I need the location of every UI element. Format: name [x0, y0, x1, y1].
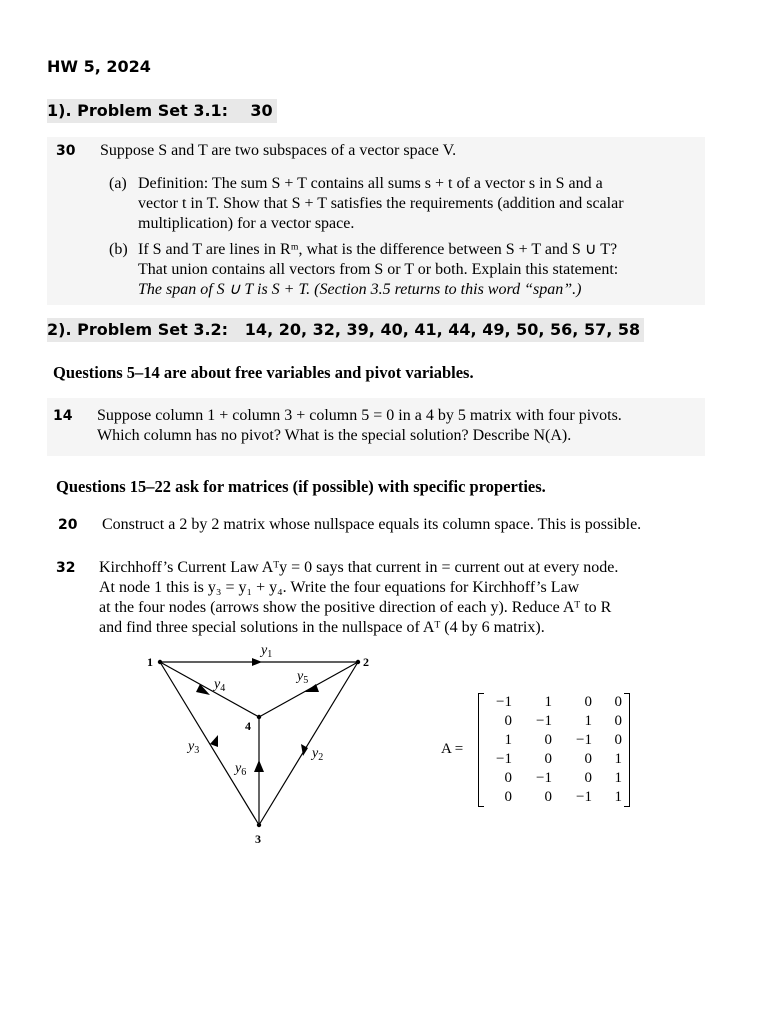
- matrix-table: [479, 693, 629, 807]
- matrix-row: [479, 769, 629, 788]
- matrix-cell: 0: [504, 770, 512, 786]
- node-4-label: 4: [245, 719, 251, 733]
- problem-30-part-b-line1: If S and T are lines in Rᵐ, what is the difference between S + T and S ∪ T?: [138, 241, 618, 258]
- matrix-a: [478, 693, 630, 807]
- matrix-cell: −1: [536, 770, 552, 786]
- section2-banner: [47, 318, 644, 342]
- homework-title: HW 5, 2024: [47, 57, 151, 76]
- edge-y2-label: $y_2$: [312, 746, 324, 763]
- edge-y6-arrow-icon: [254, 760, 264, 772]
- matrix-cell: −1: [496, 694, 512, 710]
- edge-y1-label: $y_1$: [261, 643, 273, 660]
- matrix-cell: 1: [614, 751, 622, 767]
- problem-30-part-b: [138, 240, 698, 300]
- matrix-cell: −1: [496, 751, 512, 767]
- problem-30-part-b-line2: That union contains all vectors from S or T or both. Explain this statement:: [138, 261, 619, 278]
- matrix-bracket-bottom-left: [479, 806, 484, 807]
- matrix-cell: 0: [584, 770, 592, 786]
- matrix-cell: 0: [584, 694, 592, 710]
- matrix-cell: 1: [584, 713, 592, 729]
- edge-y6-label: $y_6$: [235, 761, 247, 778]
- edge-y1-arrow-icon: [252, 658, 262, 666]
- problem-30-part-a-line1: Definition: The sum S + T contains all sums s + t of a vector s in S and a: [138, 175, 603, 192]
- problem-14-line1: Suppose column 1 + column 3 + column 5 = 0 in a 4 by 5 matrix with four pivots.: [97, 407, 622, 424]
- matrix-cell: −1: [576, 789, 592, 805]
- problem-32-text: [99, 558, 699, 638]
- matrix-row: [479, 750, 629, 769]
- edge-y2-line: [259, 662, 358, 825]
- problem-20-text: Construct a 2 by 2 matrix whose nullspace equals its column space. This is possible.: [102, 516, 642, 533]
- problem-30-part-b-label: (b): [109, 241, 128, 258]
- node-3-dot: [257, 823, 261, 827]
- edge-y3-line: [160, 662, 259, 825]
- problem-30-intro: Suppose S and T are two subspaces of a vector space V.: [100, 142, 457, 159]
- matrix-cell: 0: [584, 751, 592, 767]
- problem-30-part-a: [138, 174, 698, 234]
- node-1-dot: [158, 660, 162, 664]
- problem-32-line3: at the four nodes (arrows show the positive direction of each y). Reduce Aᵀ to R: [99, 599, 612, 616]
- problem-32-number: 32: [56, 560, 76, 576]
- matrix-cell: 0: [504, 789, 512, 805]
- matrix-cell: 0: [544, 751, 552, 767]
- questions-5-14-heading: Questions 5–14 are about free variables and pivot variables.: [53, 363, 474, 382]
- node-4-dot: [257, 715, 261, 719]
- edge-y4-line: [160, 662, 259, 717]
- problem-14-number: 14: [53, 408, 73, 424]
- matrix-cell: 1: [614, 770, 622, 786]
- node-3-label: 3: [255, 832, 261, 846]
- problem-32-line4: and find three special solutions in the nullspace of Aᵀ (4 by 6 matrix).: [99, 619, 545, 636]
- matrix-bracket-top-right: [624, 693, 629, 694]
- matrix-row: [479, 712, 629, 731]
- matrix-cell: −1: [536, 713, 552, 729]
- problem-30-part-a-line3: multiplication) for a vector space.: [138, 215, 355, 232]
- edge-y4-label: $y_4$: [214, 677, 226, 694]
- matrix-cell: 0: [544, 789, 552, 805]
- node-2-label: 2: [363, 655, 369, 669]
- section1-banner-numbers: 30: [250, 101, 273, 120]
- problem-30-number: 30: [56, 143, 76, 159]
- edge-y5-label: $y_5$: [297, 669, 309, 686]
- section2-banner-numbers: 14, 20, 32, 39, 40, 41, 44, 49, 50, 56, 57, 58: [244, 320, 641, 339]
- questions-15-22-heading: Questions 15–22 ask for matrices (if possible) with specific properties.: [56, 477, 546, 496]
- problem-32-line2: At node 1 this is y₃ = y₁ + y₄. Write the four equations for Kirchhoff’s Law: [99, 579, 580, 596]
- matrix-cell: 1: [544, 694, 552, 710]
- matrix-row: [479, 788, 629, 807]
- problem-30-part-a-line2: vector t in T. Show that S + T satisfies the requirements (addition and scalar: [138, 195, 624, 212]
- matrix-bracket-bottom-right: [624, 806, 629, 807]
- problem-14-line2: Which column has no pivot? What is the special solution? Describe N(A).: [97, 427, 572, 444]
- problem-20-number: 20: [58, 517, 78, 533]
- matrix-cell: 0: [544, 732, 552, 748]
- matrix-cell: 0: [614, 732, 622, 748]
- node-2-dot: [356, 660, 360, 664]
- kirchhoff-graph: [140, 640, 380, 850]
- section1-banner-label: 1). Problem Set 3.1:: [47, 101, 229, 120]
- node-1-label: 1: [147, 655, 153, 669]
- matrix-label: A =: [441, 741, 464, 757]
- problem-14-text: [97, 406, 707, 446]
- edge-y3-label: $y_3$: [188, 739, 200, 756]
- problem-30-part-a-label: (a): [109, 175, 127, 192]
- matrix-cell: 1: [614, 789, 622, 805]
- matrix-cell: 1: [504, 732, 512, 748]
- matrix-row: [479, 693, 629, 712]
- section1-banner: [47, 99, 277, 123]
- matrix-cell: 0: [614, 713, 622, 729]
- problem-32-line1: Kirchhoff’s Current Law Aᵀy = 0 says that current in = current out at every node.: [99, 559, 619, 576]
- matrix-cell: 0: [614, 694, 622, 710]
- matrix-cell: −1: [576, 732, 592, 748]
- problem-30-part-b-line3: The span of S ∪ T is S + T. (Section 3.5 returns to this word “span”.): [138, 281, 582, 298]
- matrix-bracket-top-left: [479, 693, 484, 694]
- section2-banner-label: 2). Problem Set 3.2:: [47, 320, 229, 339]
- matrix-cell: 0: [504, 713, 512, 729]
- matrix-row: [479, 731, 629, 750]
